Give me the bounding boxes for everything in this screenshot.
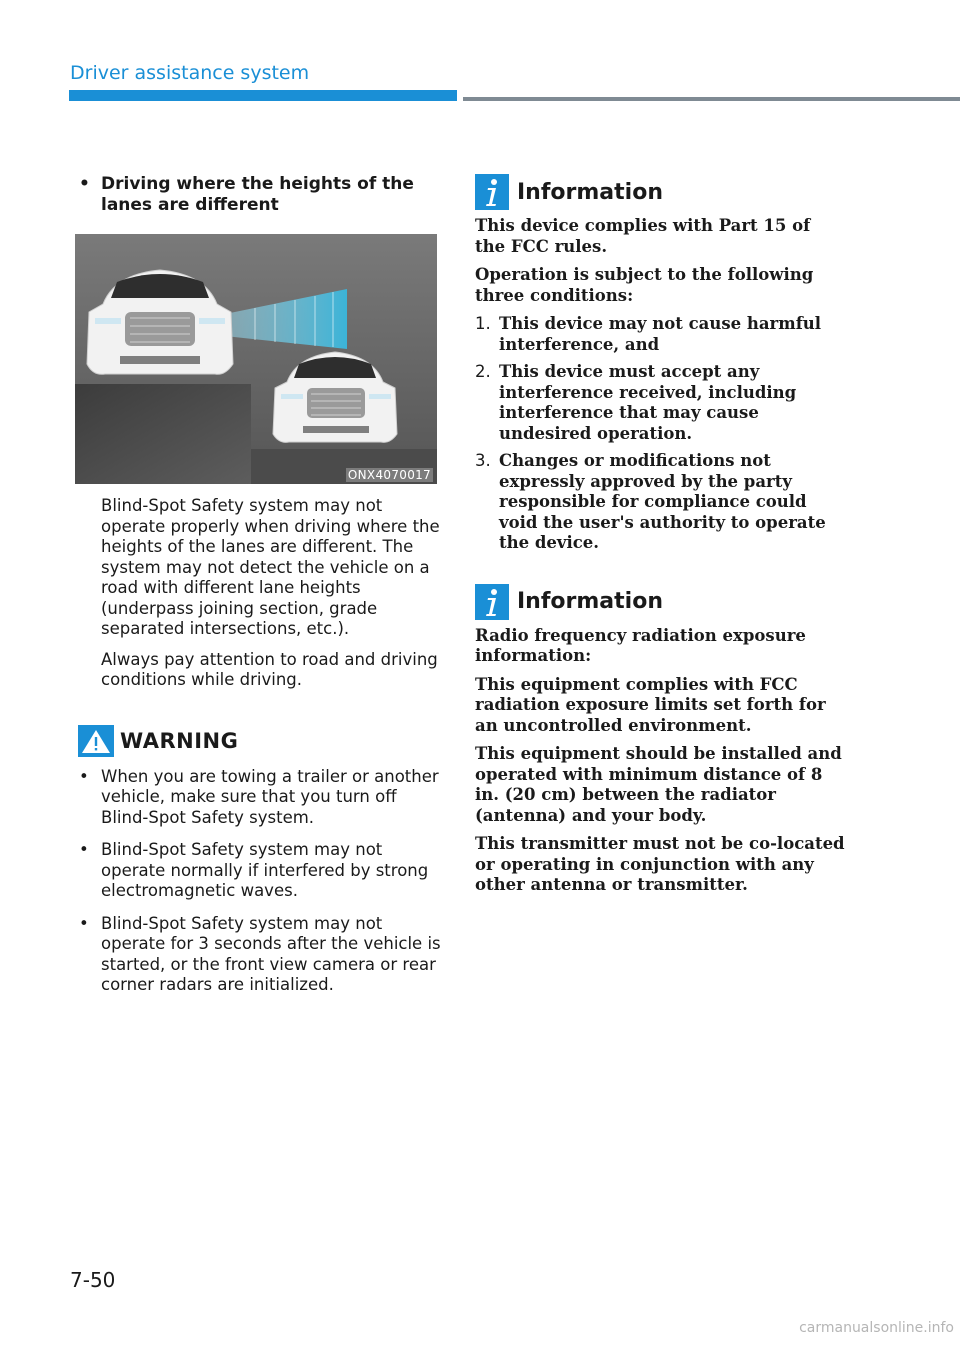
info-paragraph: This transmitter must not be co-located or operating in conjunction with any other antenna or transmitter. bbox=[475, 834, 845, 894]
section-title: Driver assistance system bbox=[70, 62, 310, 84]
cars-illustration bbox=[75, 234, 437, 484]
information-block-rf bbox=[475, 584, 845, 896]
information-heading bbox=[475, 584, 845, 620]
info-paragraph: This device complies with Part 15 of the FCC rules. bbox=[475, 216, 811, 256]
condition-number: 2. bbox=[475, 362, 491, 381]
condition-text: This device must accept any interference received, including interference that may cause undesired operation. bbox=[499, 362, 797, 443]
body-paragraph: Always pay attention to road and driving conditions while driving. bbox=[101, 649, 438, 689]
bullet-dot: • bbox=[79, 840, 89, 859]
right-column bbox=[475, 174, 845, 896]
lane-height-illustration bbox=[75, 234, 437, 484]
warning-item-text: Blind-Spot Safety system may not operate for 3 seconds after the vehicle is started, or the front view camera or rear corner radars are initialized. bbox=[101, 913, 441, 994]
warning-item-text: When you are towing a trailer or another vehicle, make sure that you turn off Blind-Spot Safety system. bbox=[101, 766, 439, 827]
bullet-dot: • bbox=[79, 913, 89, 933]
information-label: Information bbox=[517, 179, 663, 205]
warning-item bbox=[75, 767, 445, 829]
warning-item bbox=[75, 840, 445, 902]
page-number: 7-50 bbox=[70, 1268, 116, 1292]
warning-list bbox=[75, 767, 445, 996]
condition-text: This device may not cause harmful interference, and bbox=[499, 314, 822, 354]
bullet-heading bbox=[75, 174, 445, 216]
info-paragraph: This equipment should be installed and operated with minimum distance of 8 in. (20 cm) between the radiator (antenna) and your body. bbox=[475, 744, 842, 825]
warning-item-text: Blind-Spot Safety system may not operate normally if interfered by strong electromagnetic waves. bbox=[101, 840, 429, 900]
condition-number: 1. bbox=[475, 314, 491, 333]
warning-item bbox=[75, 914, 445, 996]
info-paragraph: This equipment complies with FCC radiation exposure limits set forth for an uncontrolled environment. bbox=[475, 674, 826, 735]
bullet-dot: • bbox=[79, 766, 89, 786]
header-rule-gray bbox=[463, 97, 960, 101]
condition-number: 3. bbox=[475, 451, 491, 470]
conditions-list bbox=[475, 314, 845, 554]
header-rule-accent bbox=[69, 90, 457, 101]
info-i-icon bbox=[475, 584, 509, 620]
bullet-dot: • bbox=[79, 174, 90, 194]
warning-triangle-icon bbox=[78, 725, 114, 757]
condition-item bbox=[475, 314, 845, 355]
warning-heading bbox=[75, 725, 445, 757]
info-paragraph: Operation is subject to the following three conditions: bbox=[475, 265, 814, 305]
figure-code: ONX4070017 bbox=[347, 468, 431, 482]
info-paragraph: Radio frequency radiation exposure information: bbox=[475, 625, 806, 665]
watermark: carmanualsonline.info bbox=[799, 1320, 954, 1336]
bullet-heading-text: Driving where the heights of the lanes are different bbox=[101, 174, 414, 215]
information-heading bbox=[475, 174, 845, 210]
warning-label: WARNING bbox=[120, 728, 239, 753]
info-i-icon bbox=[475, 174, 509, 210]
body-paragraph: Blind-Spot Safety system may not operate properly when driving where the heights of the lanes are different. The system may not detect the vehicle on a road with different lane heights (underpass joining section, grade separated intersections, etc.). bbox=[101, 496, 440, 638]
left-column bbox=[75, 174, 445, 1008]
condition-text: Changes or modifications not expressly approved by the party responsible for compliance could void the user's authority to operate the device. bbox=[499, 451, 826, 552]
information-block-fcc bbox=[475, 174, 845, 554]
condition-item bbox=[475, 451, 845, 554]
information-label: Information bbox=[517, 589, 663, 614]
condition-item bbox=[475, 362, 845, 444]
